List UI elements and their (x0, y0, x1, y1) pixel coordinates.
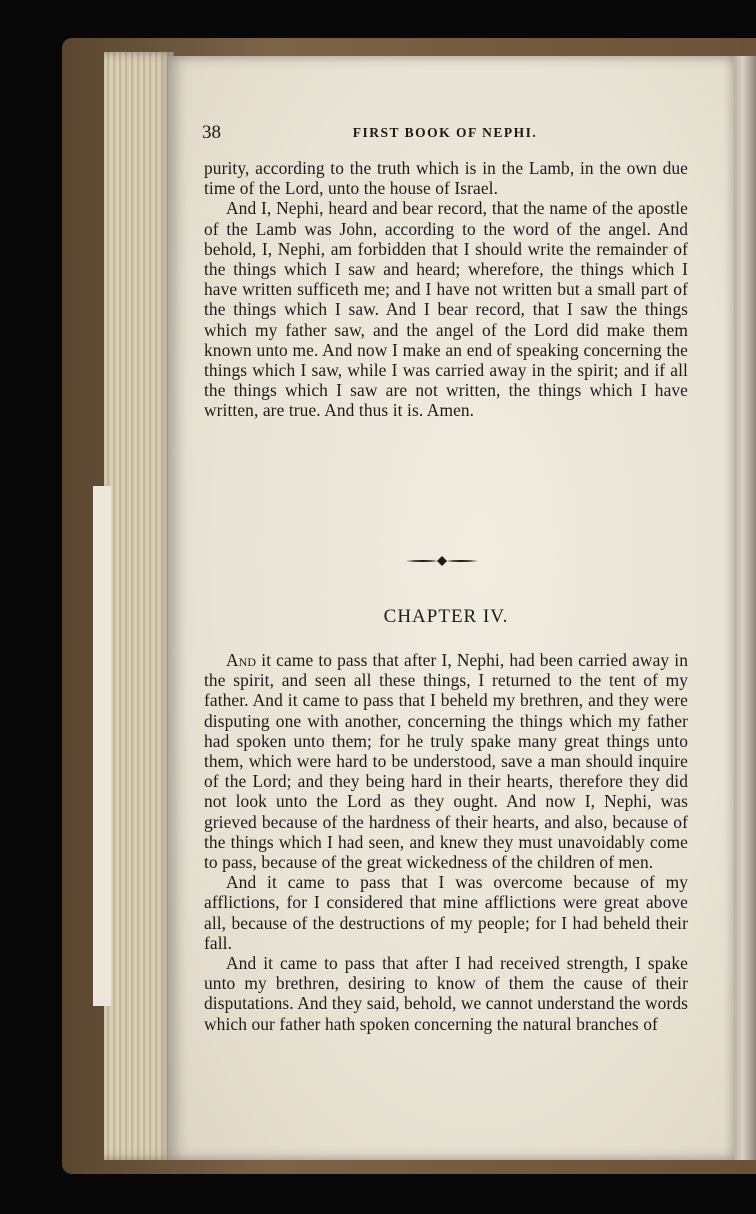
running-head (202, 122, 688, 144)
paragraph: And it came to pass that I was overcome because of my afflictions, for I considered that mine afflictions were great above all, because of the destructions of my people; for I had beheld their fall. (204, 872, 688, 953)
page-number: 38 (202, 122, 221, 143)
running-title: FIRST BOOK OF NEPHI. (352, 125, 538, 140)
bookmark-slip (93, 486, 111, 1006)
text-before-chapter (204, 158, 688, 421)
facing-page-edge (734, 56, 756, 1160)
chapter-title: CHAPTER IV. (383, 606, 509, 627)
chapter-text (204, 650, 688, 1034)
paragraph: purity, according to the truth which is in the Lamb, in the own due time of the Lord, unto the house of Israel. (204, 158, 688, 199)
ornament-divider (404, 554, 480, 568)
paragraph: And I, Nephi, heard and bear record, that the name of the apostle of the Lamb was John, according to the word of the angel. And behold, I, Nephi, am forbidden that I should write the remainder of the things which I saw and heard; wherefore, the things which I have written sufficeth me; and I have not written but a small part of the things which I saw. And I bear record, that I saw the things which my father saw, and the angel of the Lord did make them known unto me. And now I make an end of speaking concerning the things which I saw, while I was carried away in the spirit; and if all the things which I saw are not written, the things which I have written, are true. And thus it is. Amen. (204, 198, 688, 421)
paragraph-text: it came to pass that after I, Nephi, had been carried away in the spirit, and seen all these things, I returned to the tent of my father. And it came to pass that I beheld my brethren, and they were disputing one with another, concerning the things which my father had spoken unto them; for he truly spake many great things unto them, which were hard to be understood, save a man should inquire of the Lord; and they being hard in their hearts, therefore they did not look unto the Lord as they ought. And now I, Nephi, was grieved because of the hardness of their hearts, and also, because of the things which I had seen, and knew they must unavoidably come to pass, because of the great wickedness of the children of men. (204, 650, 688, 873)
chapter-first-word: And (226, 650, 257, 670)
paragraph (204, 650, 688, 872)
paragraph: And it came to pass that after I had received strength, I spake unto my brethren, desiring to know of them the cause of their disputations. And they said, behold, we cannot understand the words which our father hath spoken concerning the natural branches of (204, 953, 688, 1034)
page-edges (104, 52, 174, 1160)
